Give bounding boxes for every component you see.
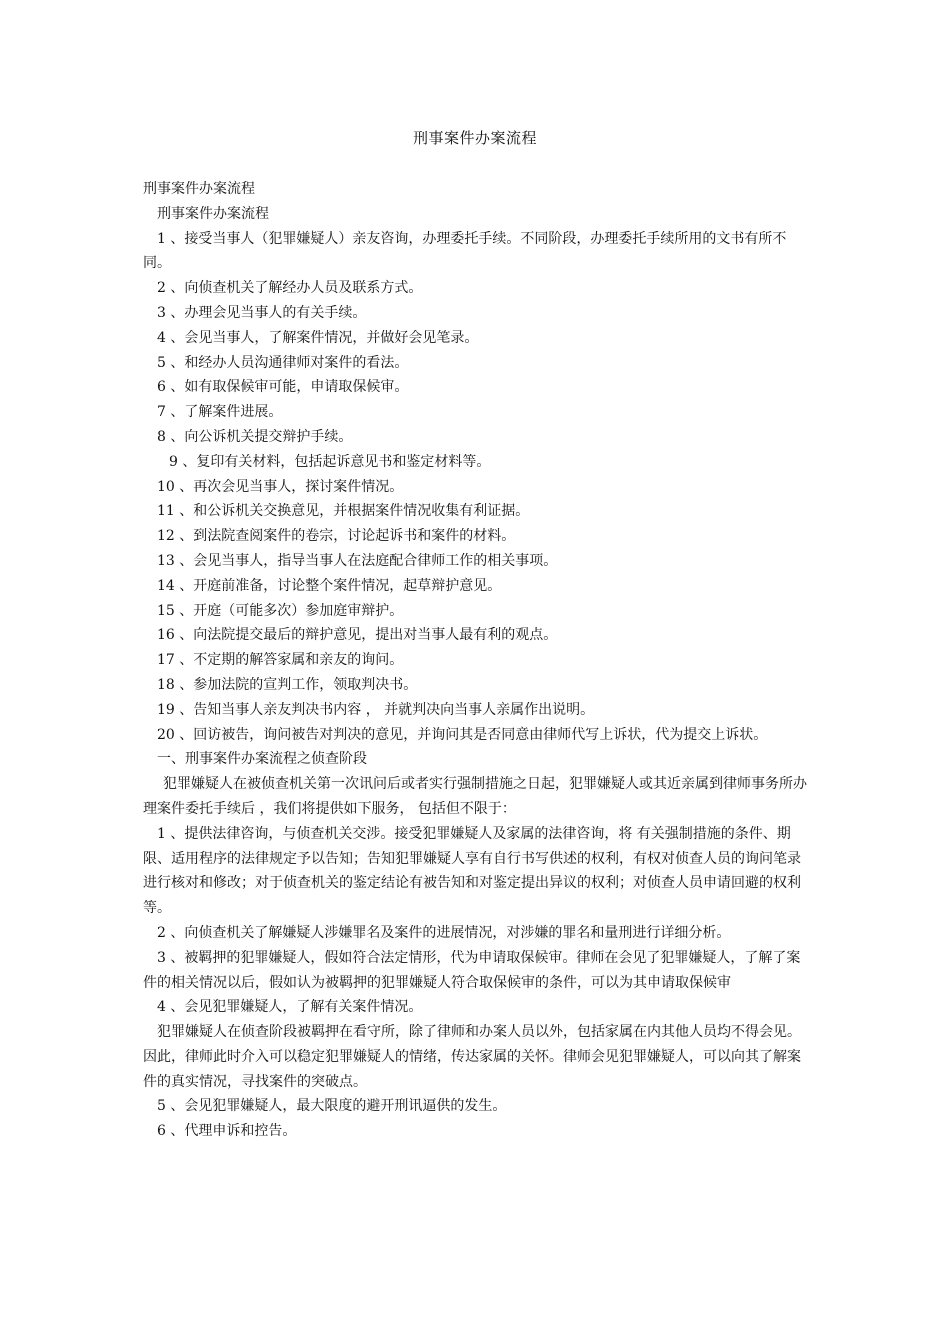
- paragraph: 18 、参加法院的宣判工作，领取判决书。: [157, 676, 418, 693]
- paragraph: 6 、代理申诉和控告。: [157, 1123, 297, 1140]
- paragraph: 1 、提供法律咨询，与侦查机关交涉。接受犯罪嫌疑人及家属的法律咨询，将 有关强制措施的条件、期限、适用程序的法律规定予以告知；告知犯罪嫌疑人享有自行书写供述的权利，有权对侦查人员的询问笔录进行核对和修改；对于侦查机关的鉴定结论有被告知和对鉴定提出异议的权利；对侦查人员申请回避的权利等。: [143, 825, 801, 917]
- paragraph: 9 、复印有关材料，包括起诉意见书和鉴定材料等。: [169, 453, 491, 470]
- paragraph: 7 、了解案件进展。: [157, 404, 283, 421]
- paragraph: 犯罪嫌疑人在侦查阶段被羁押在看守所，除了律师和办案人员以外，包括家属在内其他人员均不得会见。因此，律师此时介入可以稳定犯罪嫌疑人的情绪，传达家属的关怀。律师会见犯罪嫌疑人，可以向其了解案件的真实情况，寻找案件的突破点。: [143, 1024, 801, 1090]
- paragraph: 15 、开庭（可能多次）参加庭审辩护。: [157, 602, 404, 619]
- paragraph: 犯罪嫌疑人在被侦查机关第一次讯问后或者实行强制措施之日起，犯罪嫌疑人或其近亲属到律师事务所办理案件委托手续后 ，我们将提供如下服务， 包括但不限于：: [143, 776, 807, 817]
- paragraph: 刑事案件办案流程: [143, 181, 255, 197]
- paragraph: 12 、到法院查阅案件的卷宗，讨论起诉书和案件的材料。: [157, 528, 516, 545]
- paragraph: 刑事案件办案流程: [157, 205, 269, 222]
- paragraph: 11 、和公诉机关交换意见，并根据案件情况收集有利证据。: [157, 503, 530, 520]
- paragraph: 4 、会见当事人，了解案件情况，并做好会见笔录。: [157, 329, 479, 346]
- paragraph: 17 、不定期的解答家属和亲友的询问。: [157, 652, 404, 669]
- paragraph: 5 、会见犯罪嫌疑人，最大限度的避开刑讯逼供的发生。: [157, 1098, 507, 1115]
- paragraph: 3 、办理会见当事人的有关手续。: [157, 304, 367, 321]
- paragraph: 3 、被羁押的犯罪嫌疑人，假如符合法定情形，代为申请取保候审。律师在会见了犯罪嫌疑人，了解了案件的相关情况以后，假如认为被羁押的犯罪嫌疑人符合取保候审的条件，可以为其申请取保候审: [143, 949, 801, 991]
- paragraph: 20 、回访被告，询问被告对判决的意见，并询问其是否同意由律师代写上诉状，代为提交上诉状。: [157, 726, 768, 743]
- document-body: [143, 177, 811, 1144]
- paragraph: 2 、向侦查机关了解经办人员及联系方式。: [157, 280, 423, 297]
- paragraph: 一、刑事案件办案流程之侦查阶段: [157, 751, 367, 768]
- paragraph: 1 、接受当事人（犯罪嫌疑人）亲友咨询，办理委托手续。不同阶段，办理委托手续所用的文书有所不同。: [143, 230, 787, 272]
- paragraph: 5 、和经办人员沟通律师对案件的看法。: [157, 354, 409, 371]
- paragraph: 8 、向公诉机关提交辩护手续。: [157, 428, 353, 445]
- paragraph: 16 、向法院提交最后的辩护意见，提出对当事人最有利的观点。: [157, 627, 558, 644]
- paragraph: 4 、会见犯罪嫌疑人，了解有关案件情况。: [157, 999, 423, 1016]
- paragraph: 19 、告知当事人亲友判决书内容 ， 并就判决向当事人亲属作出说明。: [157, 701, 595, 718]
- paragraph: 14 、开庭前准备，讨论整个案件情况，起草辩护意见。: [157, 577, 502, 594]
- paragraph: 2 、向侦查机关了解嫌疑人涉嫌罪名及案件的进展情况，对涉嫌的罪名和量刑进行详细分析。: [157, 924, 731, 941]
- paragraph: 10 、再次会见当事人，探讨案件情况。: [157, 478, 404, 495]
- document-title: 刑事案件办案流程: [412, 129, 537, 147]
- paragraph: 6 、如有取保候审可能，申请取保候审。: [157, 379, 409, 396]
- paragraph: 13 、会见当事人，指导当事人在法庭配合律师工作的相关事项。: [157, 552, 558, 569]
